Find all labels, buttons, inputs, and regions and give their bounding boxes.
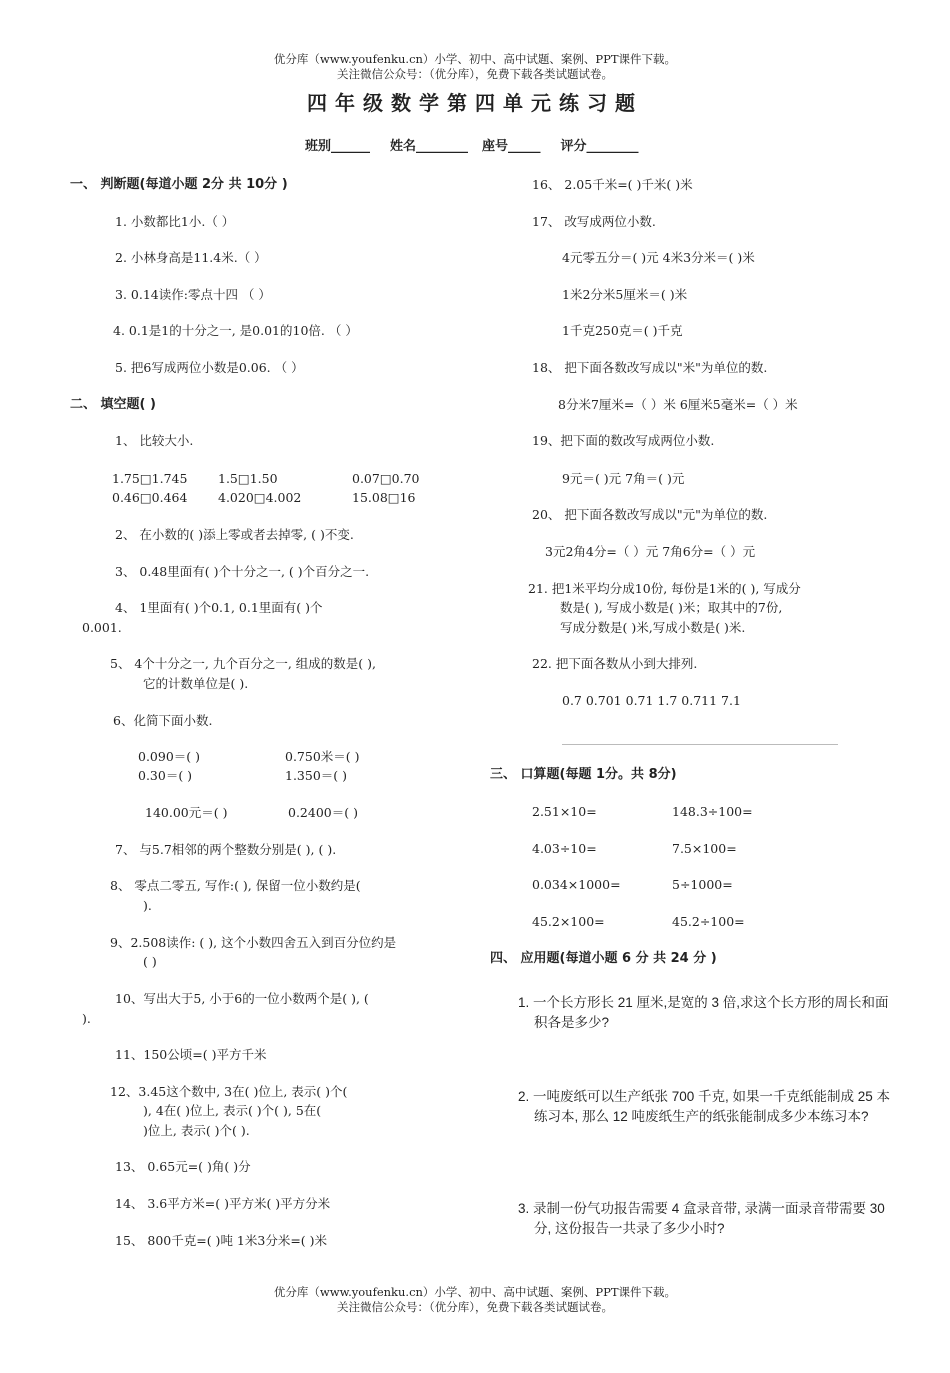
- simplify-item: 0.090＝( ): [138, 749, 201, 764]
- student-info: [305, 138, 639, 156]
- section-1-heading: 一、 判断题(每道小题 2分 共 10分 ): [70, 177, 288, 192]
- header-line-1: 优分库（www.youfenku.cn）小学、初中、高中试题、案例、PPT课件下载。: [273, 52, 677, 66]
- question-continuation: ), 4在( )位上, 表示( )个( ), 5在(: [143, 1103, 322, 1118]
- question-continuation: ).: [82, 1011, 91, 1026]
- question: 9、2.508读作: ( ), 这个小数四舍五入到百分位约是: [110, 935, 397, 950]
- question-continuation: 数是( ), 写成小数是( )米；取其中的7份,: [560, 600, 783, 615]
- calc-item: 4.03÷10=: [532, 841, 597, 856]
- question: 8、 零点二零五, 写作:( ), 保留一位小数约是(: [110, 878, 361, 893]
- question-continuation: ( ): [143, 954, 157, 969]
- question: 3. 0.14读作:零点十四 （ ）: [115, 287, 271, 302]
- score-field: 评分________: [560, 139, 639, 154]
- sort-numbers: 0.7 0.701 0.71 1.7 0.711 7.1: [562, 693, 741, 708]
- simplify-item: 1.350＝( ): [285, 768, 348, 783]
- compare-item: 1.5□1.50: [218, 471, 278, 486]
- question-continuation: )位上, 表示( )个( ).: [143, 1123, 250, 1138]
- footer-line-1: 优分库（www.youfenku.cn）小学、初中、高中试题、案例、PPT课件下载。: [273, 1285, 677, 1299]
- page-title: 四年级数学第四单元练习题: [307, 91, 643, 115]
- question-continuation: 写成分数是( )米,写成小数是( )米.: [560, 620, 746, 635]
- compare-item: 0.46□0.464: [112, 490, 188, 505]
- rewrite-item: 8分米7厘米=（ ）米 6厘米5毫米=（ ）米: [558, 397, 798, 412]
- question: 2、 在小数的( )添上零或者去掉零, ( )不变.: [115, 527, 354, 542]
- question: 4. 0.1是1的十分之一, 是0.01的10倍. （ ）: [113, 323, 358, 338]
- question: 1. 小数都比1小.（ ）: [115, 214, 235, 229]
- question: 10、写出大于5, 小于6的一位小数两个是( ), (: [115, 991, 369, 1006]
- simplify-item: 0.750米＝( ): [285, 749, 360, 764]
- compare-item: 0.07□0.70: [352, 471, 420, 486]
- question: 22. 把下面各数从小到大排列.: [532, 656, 698, 671]
- question: 20、 把下面各数改写成以"元"为单位的数.: [532, 507, 768, 522]
- rewrite-item: 4元零五分＝( )元 4米3分米＝( )米: [562, 250, 755, 265]
- question: 5、 4个十分之一, 九个百分之一, 组成的数是( ),: [110, 656, 376, 671]
- calc-item: 0.034×1000=: [532, 877, 621, 892]
- question: 1、 比较大小.: [115, 433, 194, 448]
- word-problem: 3. 录制一份气功报告需要 4 盒录音带, 录满一面录音带需要 30 分, 这份报告一共录了多少小时?: [518, 1201, 885, 1236]
- question: 4、 1里面有( )个0.1, 0.1里面有( )个: [115, 600, 323, 615]
- calc-item: 2.51×10=: [532, 804, 597, 819]
- question: 16、 2.05千米=( )千米( )米: [532, 177, 693, 192]
- question: 5. 把6写成两位小数是0.06. （ ）: [115, 360, 304, 375]
- question: 2. 小林身高是11.4米.（ ）: [115, 250, 267, 265]
- calc-item: 5÷1000=: [672, 877, 733, 892]
- word-problem: 2. 一吨废纸可以生产纸张 700 千克, 如果一千克纸能制成 25 本练习本, 那么 12 吨废纸生产的纸张能制成多少本练习本?: [518, 1089, 891, 1124]
- question: 19、把下面的数改写成两位小数.: [532, 433, 715, 448]
- question: 17、 改写成两位小数.: [532, 214, 656, 229]
- seat-field: 座号_____: [482, 139, 541, 154]
- question-continuation: 它的计数单位是( ).: [143, 676, 249, 691]
- divider-line: [562, 744, 838, 745]
- calc-item: 45.2×100=: [532, 914, 605, 929]
- question: 15、 800千克=( )吨 1米3分米=( )米: [115, 1233, 328, 1248]
- section-3-heading: 三、 口算题(每题 1分。共 8分): [490, 767, 677, 782]
- calc-item: 45.2÷100=: [672, 914, 745, 929]
- compare-item: 4.020□4.002: [218, 490, 302, 505]
- question-continuation: ).: [143, 898, 152, 913]
- question: 14、 3.6平方米=( )平方米( )平方分米: [115, 1196, 331, 1211]
- question: 6、化简下面小数.: [113, 713, 213, 728]
- calc-item: 148.3÷100=: [672, 804, 753, 819]
- simplify-item: 0.2400＝( ): [288, 805, 358, 820]
- footer-line-2: 关注微信公众号：（优分库），免费下载各类试题试卷。: [337, 1300, 613, 1314]
- header-line-2: 关注微信公众号：（优分库），免费下载各类试题试卷。: [337, 67, 613, 81]
- rewrite-item: 1米2分米5厘米＝( )米: [562, 287, 688, 302]
- question: 13、 0.65元=( )角( )分: [115, 1159, 251, 1174]
- question: 18、 把下面各数改写成以"米"为单位的数.: [532, 360, 768, 375]
- question: 21. 把1米平均分成10份, 每份是1米的( ), 写成分: [528, 581, 801, 596]
- class-field: 班别______: [305, 139, 371, 154]
- calc-item: 7.5×100=: [672, 841, 737, 856]
- question-continuation: 0.001.: [82, 620, 122, 635]
- question: 11、150公顷=( )平方千米: [115, 1047, 267, 1062]
- question: 3、 0.48里面有( )个十分之一, ( )个百分之一.: [115, 564, 370, 579]
- question: 7、 与5.7相邻的两个整数分别是( ), ( ).: [115, 842, 337, 857]
- compare-item: 1.75□1.745: [112, 471, 188, 486]
- section-4-heading: 四、 应用题(每道小题 6 分 共 24 分 ): [490, 951, 717, 966]
- simplify-item: 0.30＝( ): [138, 768, 193, 783]
- word-problem: 1. 一个长方形长 21 厘米,是宽的 3 倍,求这个长方形的周长和面积各是多少?: [518, 995, 889, 1030]
- simplify-item: 140.00元＝( ): [145, 805, 228, 820]
- name-field: 姓名________: [390, 139, 469, 154]
- rewrite-item: 9元＝( )元 7角＝( )元: [562, 471, 685, 486]
- section-2-heading: 二、 填空题( ): [70, 397, 156, 412]
- compare-item: 15.08□16: [352, 490, 416, 505]
- rewrite-item: 1千克250克＝( )千克: [562, 323, 683, 338]
- question: 12、3.45这个数中, 3在( )位上, 表示( )个(: [110, 1084, 348, 1099]
- rewrite-item: 3元2角4分=（ ）元 7角6分=（ ）元: [545, 544, 756, 559]
